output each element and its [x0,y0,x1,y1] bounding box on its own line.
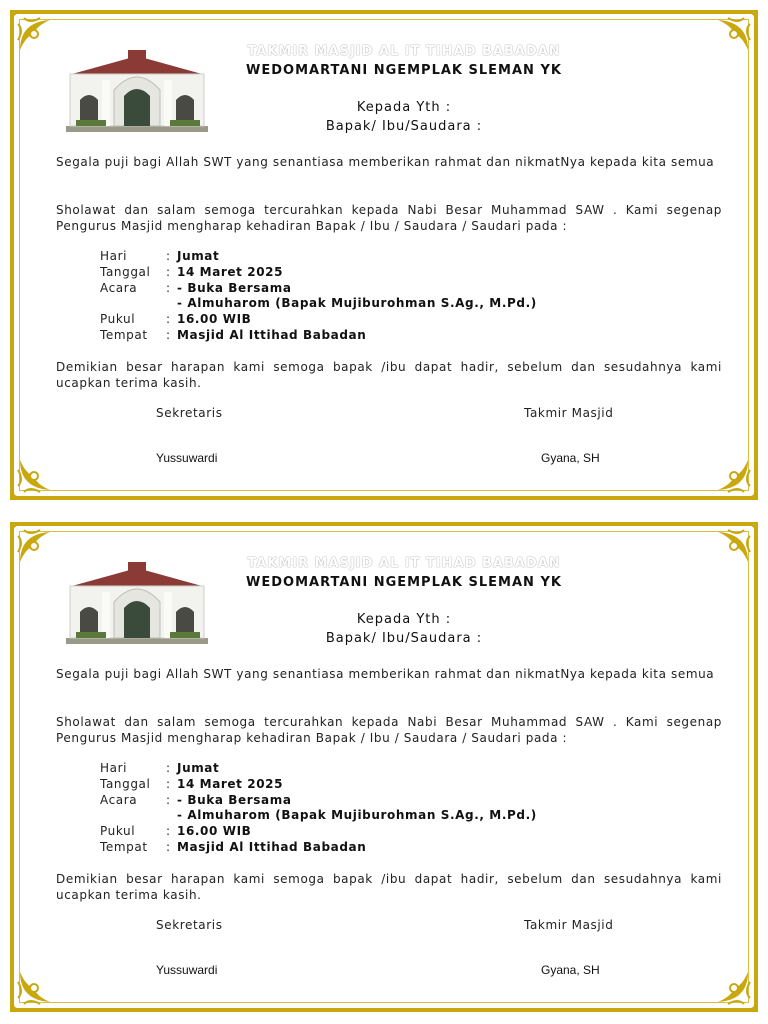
ornament-corner-icon [10,522,64,576]
detail-label: Tempat [100,839,148,854]
signature-right-role: Takmir Masjid [524,406,614,420]
greeting-line-1: Kepada Yth : [356,612,452,627]
detail-row-hari: Hari : Jumat [100,249,220,263]
detail-row-acara-2 [100,296,537,312]
detail-row-acara: Acara : - Buka Bersama [100,792,292,807]
detail-label: Pukul [100,824,136,839]
detail-label: Hari [100,761,128,775]
org-address: WEDOMARTANI NGEMPLAK SLEMAN YK [246,575,562,590]
detail-row-pukul: Pukul : 16.00 WIB [100,824,252,839]
signature-right-name: Gyana, SH [541,963,600,977]
closing-paragraph: Demikian besar harapan kami semoga bapak /ibu dapat hadir, sebelum dan sesudahnya kami ucapkan terima kasih. [56,872,722,902]
ornament-corner-icon [704,522,758,576]
detail-row-tanggal: Tanggal : 14 Maret 2025 [100,264,284,279]
detail-value: Jumat [177,249,220,263]
ornament-corner-icon [10,10,64,64]
signature-left-role: Sekretaris [156,918,223,932]
salutation-paragraph: Sholawat dan salam semoga tercurahkan kepada Nabi Besar Muhammad SAW . Kami segenap Pengurus Masjid mengharap kehadiran Bapak / Ibu / Saudara / Saudari pada : [56,203,722,233]
event-details [100,761,537,856]
ornament-corner-icon [704,958,758,1012]
detail-row-pukul: Pukul : 16.00 WIB [100,312,252,327]
detail-value: - Almuharom (Bapak Mujiburohman S.Ag., M.Pd.) [177,296,537,311]
detail-value: - Buka Bersama [177,792,292,807]
salutation-paragraph: Sholawat dan salam semoga tercurahkan kepada Nabi Besar Muhammad SAW . Kami segenap Pengurus Masjid mengharap kehadiran Bapak / Ibu / Saudara / Saudari pada : [56,715,722,745]
greeting-line-2: Bapak/ Ibu/Saudara : [325,631,483,646]
detail-label: Hari [100,249,128,263]
detail-label: Acara [100,280,138,295]
greeting-line-1: Kepada Yth : [356,100,452,115]
signature-right-name: Gyana, SH [541,451,600,465]
detail-value: Masjid Al Ittihad Babadan [177,839,367,854]
detail-label: Tempat [100,327,148,342]
ornament-corner-icon [10,958,64,1012]
signature-left-name: Yussuwardi [156,451,218,465]
opening-paragraph: Segala puji bagi Allah SWT yang senantiasa memberikan rahmat dan nikmatNya kepada kita semua [56,155,715,169]
greeting-line-2: Bapak/ Ibu/Saudara : [325,119,483,134]
detail-value: Jumat [177,761,220,775]
detail-value: 14 Maret 2025 [177,776,284,791]
ornament-corner-icon [10,446,64,500]
event-details [100,249,537,344]
org-name: TAKMIR MASJID AL IT TIHAD BABADAN [247,44,561,59]
signature-left-name: Yussuwardi [156,963,218,977]
detail-row-tanggal: Tanggal : 14 Maret 2025 [100,776,284,791]
ornament-corner-icon [704,10,758,64]
detail-row-tempat: Tempat : Masjid Al Ittihad Babadan [100,839,367,854]
ornament-corner-icon [704,446,758,500]
org-name: TAKMIR MASJID AL IT TIHAD BABADAN [247,556,561,571]
detail-value: - Almuharom (Bapak Mujiburohman S.Ag., M.Pd.) [177,808,537,823]
org-address: WEDOMARTANI NGEMPLAK SLEMAN YK [246,63,562,78]
closing-paragraph: Demikian besar harapan kami semoga bapak /ibu dapat hadir, sebelum dan sesudahnya kami ucapkan terima kasih. [56,360,722,390]
signature-right-role: Takmir Masjid [524,918,614,932]
invitation-card-2 [10,522,758,1012]
signature-left-role: Sekretaris [156,406,223,420]
detail-row-acara-2 [100,808,537,824]
detail-label: Tanggal [100,776,151,791]
detail-value: - Buka Bersama [177,280,292,295]
detail-label: Pukul [100,312,136,327]
detail-row-acara: Acara : - Buka Bersama [100,280,292,295]
detail-label: Tanggal [100,264,151,279]
invitation-card-1 [10,10,758,500]
detail-value: 16.00 WIB [177,824,252,839]
detail-row-tempat: Tempat : Masjid Al Ittihad Babadan [100,327,367,342]
detail-value: Masjid Al Ittihad Babadan [177,327,367,342]
opening-paragraph: Segala puji bagi Allah SWT yang senantiasa memberikan rahmat dan nikmatNya kepada kita semua [56,667,715,681]
detail-row-hari: Hari : Jumat [100,761,220,775]
detail-value: 14 Maret 2025 [177,264,284,279]
detail-value: 16.00 WIB [177,312,252,327]
detail-label: Acara [100,792,138,807]
